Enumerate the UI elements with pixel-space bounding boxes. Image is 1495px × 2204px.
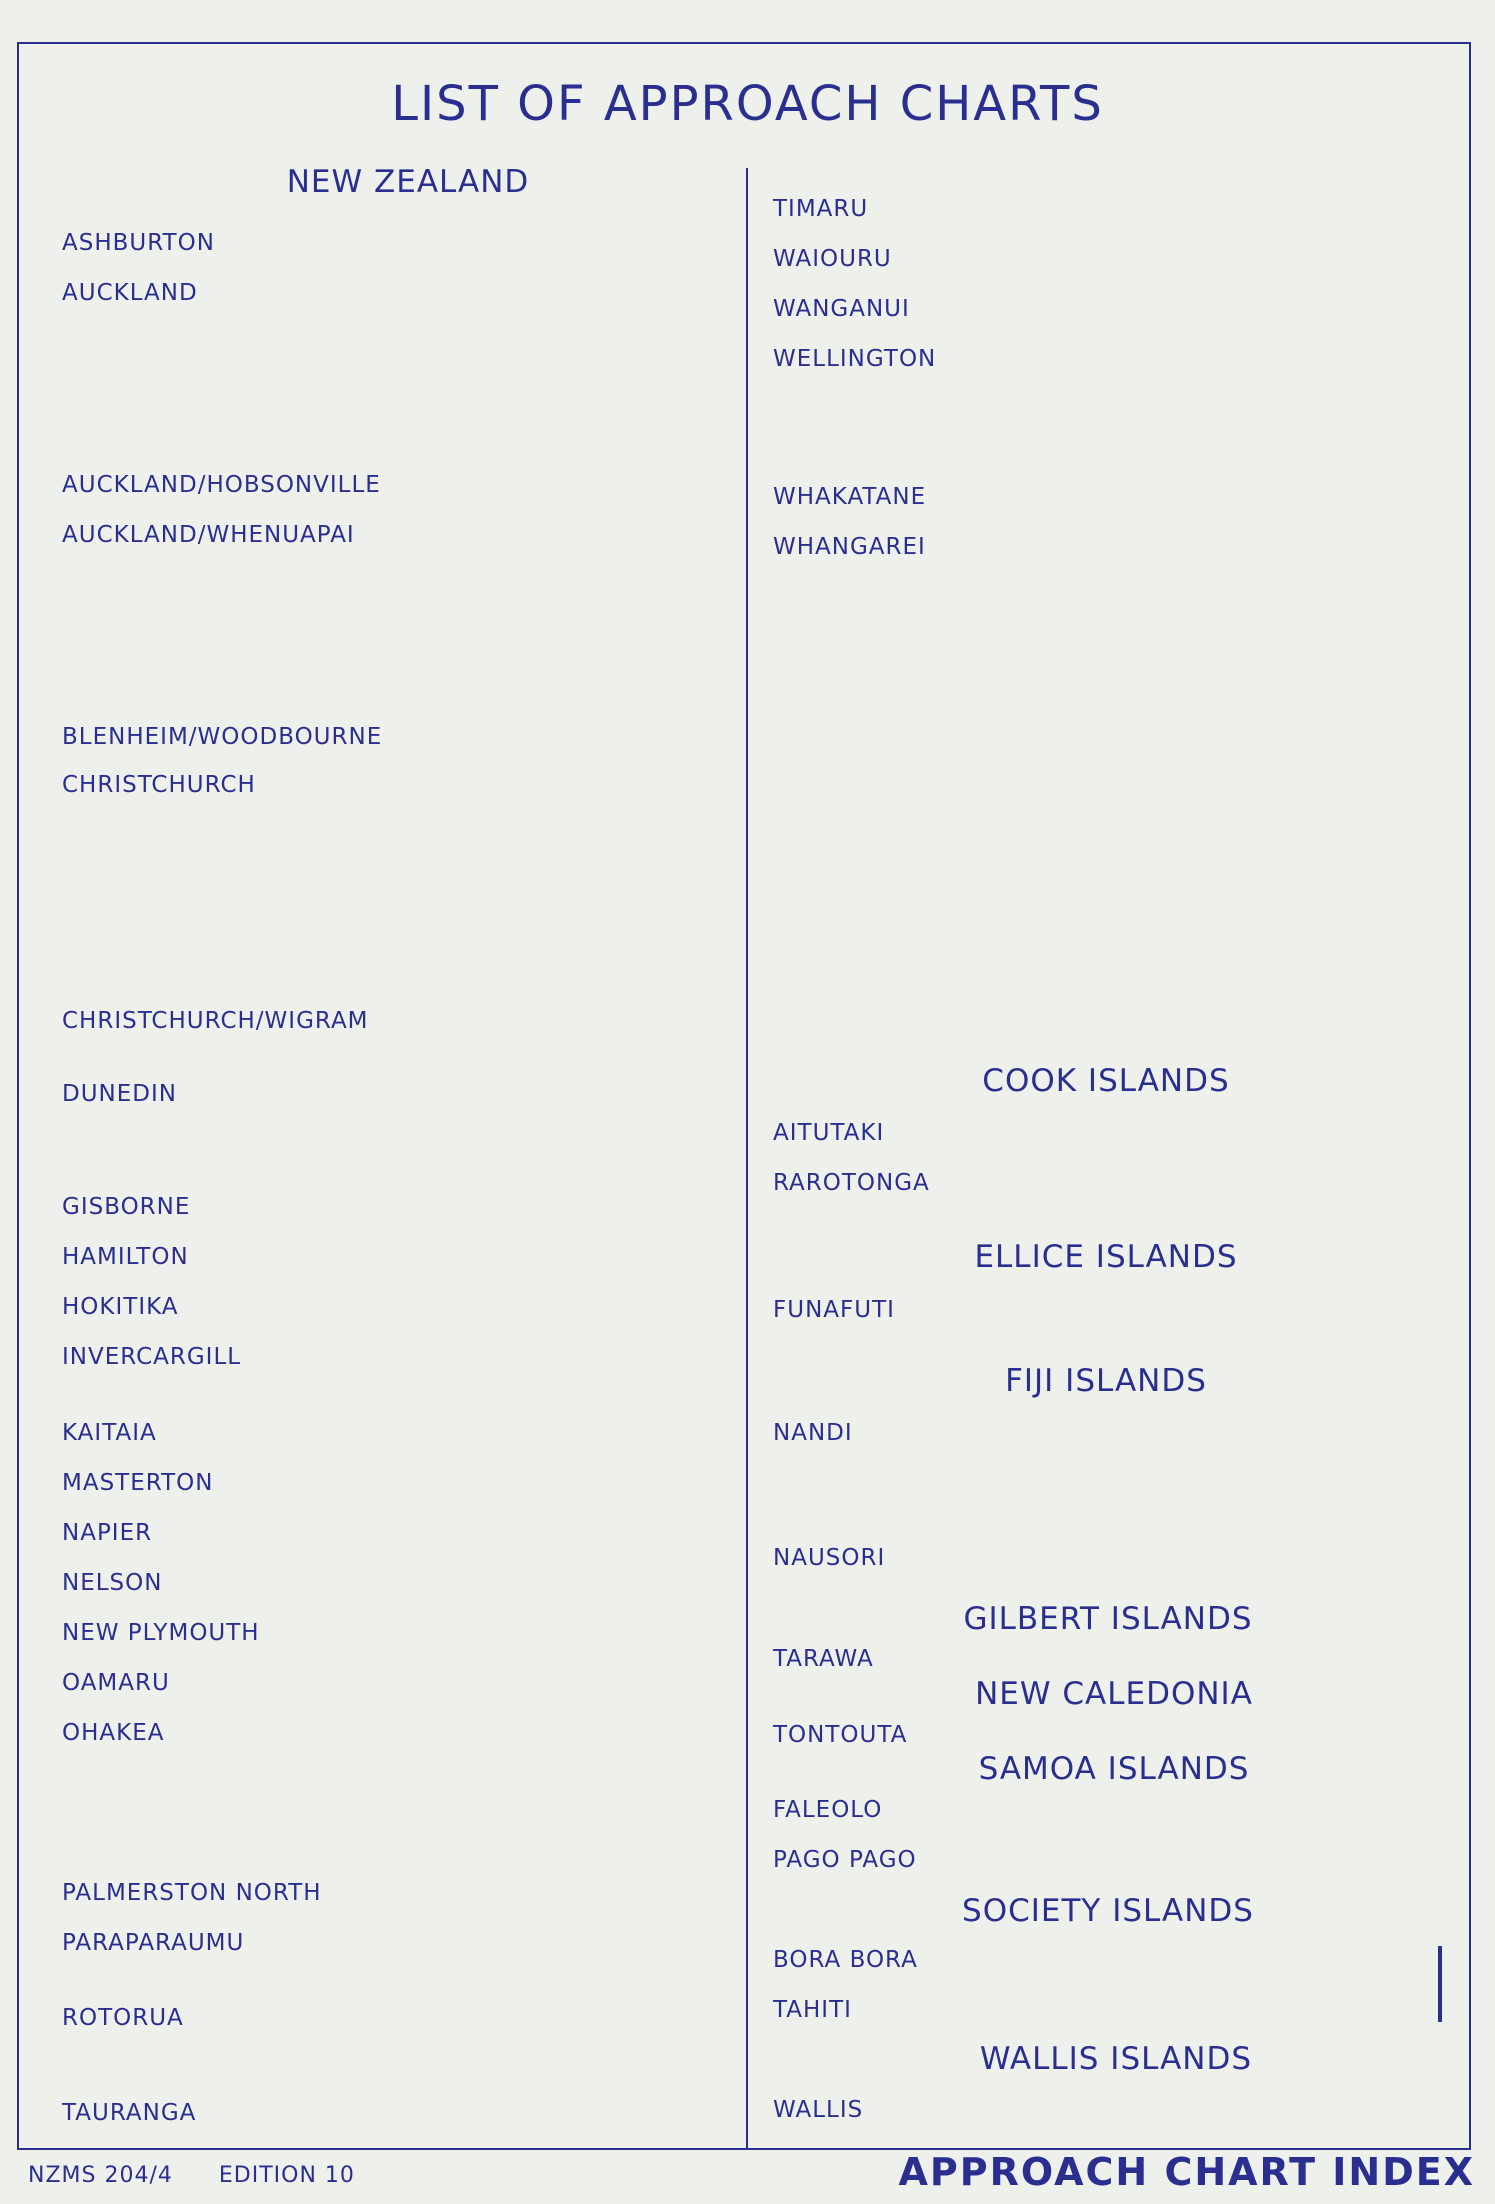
column-divider xyxy=(746,168,748,2150)
airport-name: PAGO PAGO xyxy=(773,1847,917,1873)
airport-name: ROTORUA xyxy=(62,2005,184,2031)
airport-name: HOKITIKA xyxy=(62,1294,179,1320)
airport-name: TIMARU xyxy=(773,196,869,222)
airport-name: TAHITI xyxy=(773,1997,852,2023)
region-heading: NEW ZEALAND xyxy=(286,164,530,200)
airport-name: INVERCARGILL xyxy=(62,1344,242,1370)
airport-name: TAURANGA xyxy=(62,2100,197,2126)
airport-name: WHANGAREI xyxy=(773,534,926,560)
airport-name: ASHBURTON xyxy=(62,230,215,256)
airport-name: MASTERTON xyxy=(62,1470,214,1496)
airport-name: NANDI xyxy=(773,1420,853,1446)
airport-name: FALEOLO xyxy=(773,1797,883,1823)
airport-name: WALLIS xyxy=(773,2097,864,2123)
airport-name: GISBORNE xyxy=(62,1194,191,1220)
region-heading: COOK ISLANDS xyxy=(982,1063,1230,1099)
region-heading: WALLIS ISLANDS xyxy=(979,2041,1253,2077)
airport-name: HAMILTON xyxy=(62,1244,189,1270)
airport-name: TONTOUTA xyxy=(773,1722,908,1748)
airport-name: CHRISTCHURCH xyxy=(62,772,256,798)
region-heading: SAMOA ISLANDS xyxy=(978,1751,1250,1787)
airport-name: AUCKLAND xyxy=(62,280,198,306)
airport-name: TARAWA xyxy=(773,1646,874,1672)
airport-name: OHAKEA xyxy=(62,1720,165,1746)
revision-bar xyxy=(1438,1946,1442,2022)
edition-label: EDITION 10 xyxy=(218,2163,355,2188)
region-heading: FIJI ISLANDS xyxy=(1005,1363,1207,1399)
airport-name: BORA BORA xyxy=(773,1947,918,1973)
region-heading: SOCIETY ISLANDS xyxy=(962,1893,1254,1929)
airport-name: BLENHEIM/WOODBOURNE xyxy=(62,724,383,750)
airport-name: WHAKATANE xyxy=(773,484,927,510)
airport-name: NEW PLYMOUTH xyxy=(62,1620,260,1646)
airport-name: AITUTAKI xyxy=(773,1120,885,1146)
airport-name: FUNAFUTI xyxy=(773,1297,895,1323)
airport-name: NELSON xyxy=(62,1570,163,1596)
page-title: LIST OF APPROACH CHARTS xyxy=(391,76,1104,132)
airport-name: WANGANUI xyxy=(773,296,910,322)
airport-name: PARAPARAUMU xyxy=(62,1930,245,1956)
series-number: NZMS 204/4 xyxy=(28,2163,173,2188)
region-heading: GILBERT ISLANDS xyxy=(963,1601,1253,1637)
airport-name: NAUSORI xyxy=(773,1545,886,1571)
airport-name: WAIOURU xyxy=(773,246,892,272)
airport-name: AUCKLAND/WHENUAPAI xyxy=(62,522,355,548)
airport-name: AUCKLAND/HOBSONVILLE xyxy=(62,472,381,498)
airport-name: NAPIER xyxy=(62,1520,153,1546)
airport-name: RAROTONGA xyxy=(773,1170,930,1196)
airport-name: DUNEDIN xyxy=(62,1081,177,1107)
index-title: APPROACH CHART INDEX xyxy=(898,2150,1475,2194)
airport-name: PALMERSTON NORTH xyxy=(62,1880,322,1906)
airport-name: CHRISTCHURCH/WIGRAM xyxy=(62,1008,369,1034)
airport-name: KAITAIA xyxy=(62,1420,157,1446)
airport-name: OAMARU xyxy=(62,1670,170,1696)
region-heading: NEW CALEDONIA xyxy=(975,1676,1253,1712)
footer-left xyxy=(28,2163,393,2188)
region-heading: ELLICE ISLANDS xyxy=(974,1239,1238,1275)
airport-name: WELLINGTON xyxy=(773,346,937,372)
